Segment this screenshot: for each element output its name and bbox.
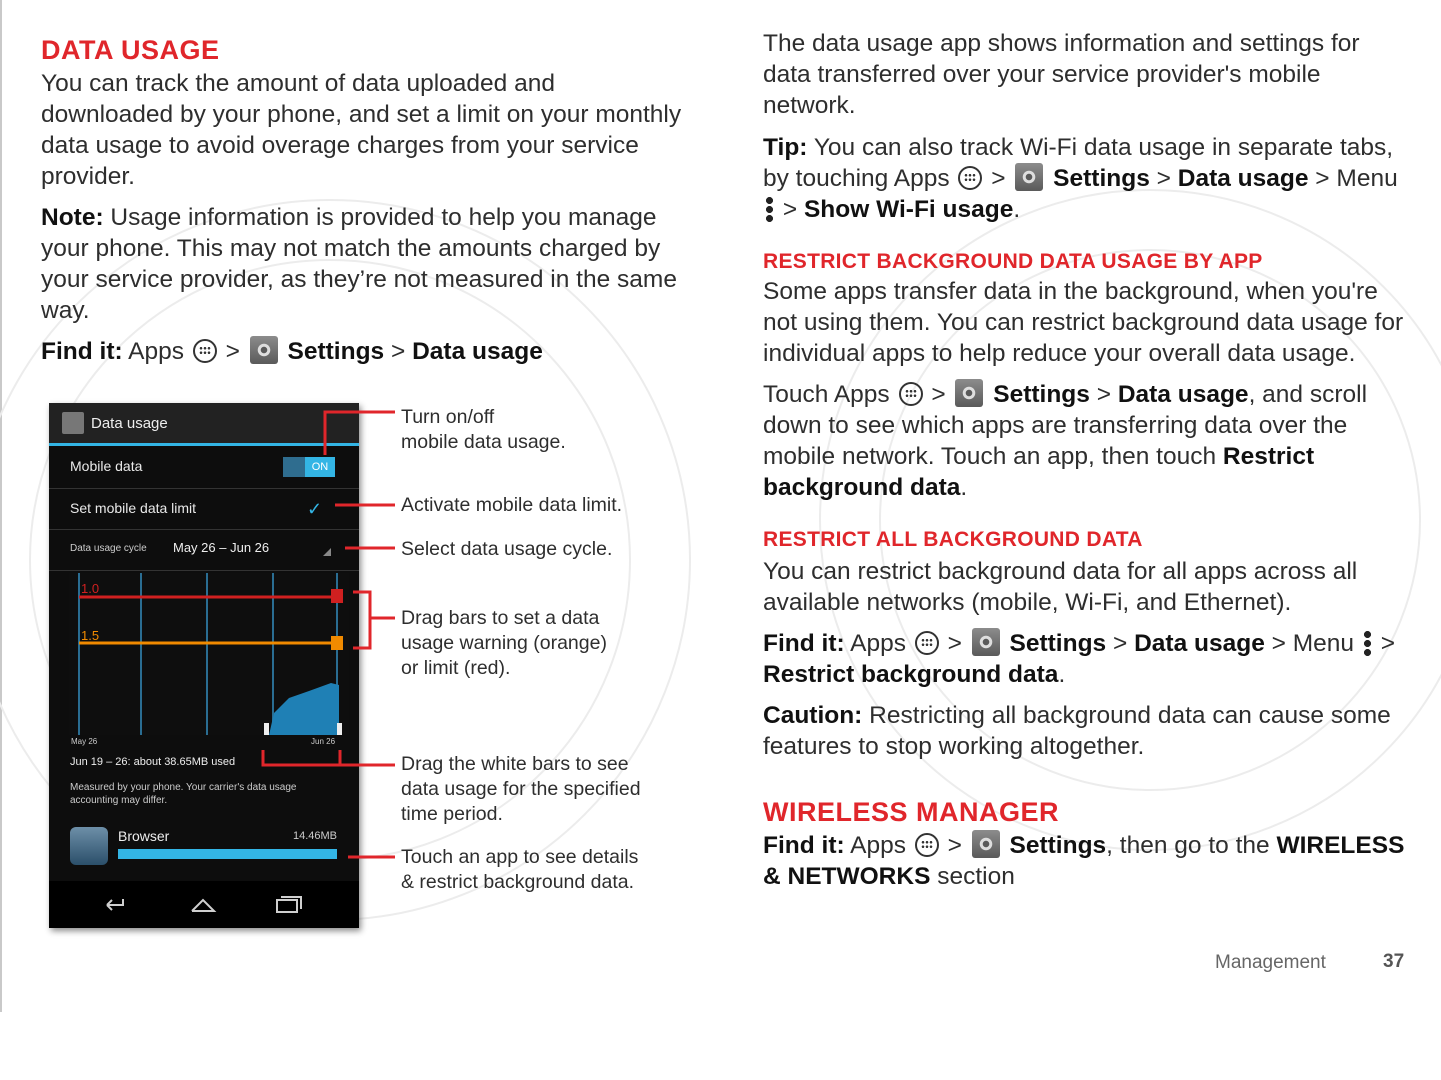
restrict-all-paragraph: You can restrict background data for all apps across all available networks (mobile, Wi-Fi, and Ethernet). [763,558,1358,617]
recent-apps-icon[interactable] [277,897,301,912]
app-name: Browser [118,828,170,844]
settings-gear-icon [1015,163,1043,191]
phone-screenshot [49,403,359,928]
menu-dots-icon [766,196,773,222]
separator: > [947,832,962,860]
apps-icon [193,339,217,363]
restrict-app-tail: , and scroll down to see which apps are transferring data over the mobile network. Touch an app, then touch [763,381,1368,471]
back-icon[interactable] [107,899,123,910]
settings-word: Settings [1009,832,1107,860]
separator: > [991,165,1006,192]
apps-icon [958,166,982,190]
settings-word: Settings [993,381,1090,409]
app-row-browser[interactable] [64,824,349,872]
section-title-wireless-manager: WIRELESS MANAGER [763,797,1060,828]
limit-value-label: 1.0 [81,581,100,596]
browser-app-icon [70,827,108,865]
data-usage-word: Data usage [1117,381,1249,409]
settings-word: Settings [1053,165,1150,192]
apps-icon [899,382,923,406]
white-bar-right [337,723,342,735]
note-text: Usage information is provided to help you manage your phone. This may not match the amounts charged by your service provider, as they’re not measured in the same way. [41,203,677,324]
wireless-tail: , then go to the [1106,832,1270,860]
settings-word: Settings [1009,630,1107,658]
tip-text: You can also track Wi-Fi data usage in separate tabs, by touching Apps [763,134,1394,192]
separator: > [782,196,798,223]
find-it-label: Find it: [763,630,845,658]
menu-dots-icon [1364,630,1371,656]
menu-word: Menu [1336,165,1398,192]
warning-value-label: 1.5 [81,628,100,643]
section-title-data-usage: DATA USAGE [41,35,220,65]
tip-label: Tip: [763,134,808,161]
tip-paragraph: Tip: You can also track Wi-Fi data usage in separate tabs, by touching Apps > Settings > Data usage > Menu > Show Wi-Fi usage. [763,134,1398,223]
usage-disclaimer: Measured by your phone. Your carrier's data usage accounting may differ. [70,782,297,806]
checkmark-icon[interactable]: ✓ [307,499,323,519]
dropdown-triangle-icon [323,548,331,556]
axis-start-label: May 26 [71,737,98,746]
find-it-line [41,336,691,367]
restrict-app-paragraph-1: Some apps transfer data in the background, when you're not using them. You can restrict background data usage for individual apps to help reduce your overall data usage. [763,278,1404,368]
separator: > [1112,630,1128,658]
left-column [41,28,691,367]
separator: > [931,381,946,409]
find-it-label: Find it: [41,337,123,365]
data-usage-cycle-row[interactable] [49,530,359,571]
phone-action-bar [49,403,359,446]
mobile-data-toggle[interactable] [283,457,335,477]
callout-touch-app: Touch an app to see details & restrict background data. [401,846,639,893]
show-wifi-usage: Show Wi-Fi usage [803,196,1014,223]
callout-select-cycle: Select data usage cycle. [401,538,613,560]
separator: > [947,630,962,658]
phone-action-title: Data usage [91,415,168,432]
set-limit-label: Set mobile data limit [70,500,197,516]
cycle-key-label: Data usage cycle [70,543,147,554]
settings-gear-icon [972,628,1000,656]
data-usage-word: Data usage [1177,165,1309,192]
apps-icon [915,833,939,857]
app-usage-bar [118,849,337,859]
separator: > [1271,630,1286,658]
separator: > [1156,165,1171,192]
axis-end-label: Jun 26 [311,737,336,746]
restrict-background-data-word: Restrict background data [763,443,1315,502]
caution-label: Caution: [763,702,863,730]
find-it-restrict-line: Find it: Apps > Settings > Data usage > Menu > Restrict background data. [763,630,1395,689]
restrict-background-data-word: Restrict background data [763,661,1059,689]
callout-white-bars: Drag the white bars to see data usage for the specified time period. [401,753,641,825]
footer-section-label: Management [1215,952,1326,973]
apps-word: Apps [128,337,184,365]
callout-drag-bars: Drag bars to set a data usage warning (orange) or limit (red). [401,607,607,679]
apps-icon [915,631,939,655]
section-word: section [937,863,1015,891]
restrict-app-paragraph-2: Touch Apps > Settings > Data usage, and scroll down to see which apps are transferring data over the mobile network. Touch an app, then touch Restrict background data. [763,381,1368,502]
toggle-on-label: ON [305,457,335,477]
data-usage-word: Data usage [412,337,543,365]
cycle-value: May 26 – Jun 26 [173,540,270,555]
separator: > [390,337,406,365]
separator: > [1380,630,1395,658]
settings-gear-icon [955,379,983,407]
settings-gear-icon [972,830,1000,858]
callout-activate-limit: Activate mobile data limit. [401,494,623,516]
wireless-find-it-line [763,830,1413,892]
separator: > [225,337,240,365]
heading-restrict-all: RESTRICT ALL BACKGROUND DATA [763,528,1143,552]
find-it-label: Find it: [763,832,845,860]
page-edge [0,0,2,1012]
touch-apps-word: Touch Apps [763,381,890,409]
callout-toggle-mobile-data: Turn on/off mobile data usage. [401,406,566,453]
set-limit-row[interactable] [49,489,359,530]
separator: > [1315,165,1330,192]
usage-summary: Jun 19 – 26: about 38.65MB used [70,756,236,768]
apps-word: Apps [850,630,906,658]
settings-gear-icon [250,336,278,364]
mobile-data-label: Mobile data [70,458,143,474]
phone-nav-bar [49,881,359,928]
caution-text: Restricting all background data can cause some features to stop working altogether. [763,702,1391,761]
mobile-data-row[interactable] [49,446,359,489]
limit-handle [331,589,343,603]
apps-word: Apps [850,832,906,860]
heading-restrict-by-app: RESTRICT BACKGROUND DATA USAGE BY APP [763,250,1263,273]
caution-paragraph [763,700,1413,762]
page-number: 37 [1383,951,1405,972]
data-usage-app-icon [62,412,84,434]
right-column [763,28,1413,892]
wireless-networks-word: WIRELESS & NETWORKS [763,832,1405,891]
menu-word: Menu [1292,630,1355,658]
note-label: Note: [41,203,104,231]
white-bar-left [264,723,269,735]
separator: > [1096,381,1112,409]
intro-paragraph: You can track the amount of data uploaded and downloaded by your phone, and set a limit on your monthly data usage to avoid overage charges from your service provider. [41,69,682,190]
usage-graph[interactable] [69,573,349,735]
right-intro-paragraph: The data usage app shows information and settings for data transferred over your service provider's mobile network. [763,30,1360,119]
note-paragraph [41,202,691,326]
settings-word: Settings [287,337,385,365]
data-usage-word: Data usage [1134,630,1265,658]
warning-handle [331,636,343,650]
home-icon[interactable] [192,900,214,911]
app-size: 14.46MB [292,830,337,842]
